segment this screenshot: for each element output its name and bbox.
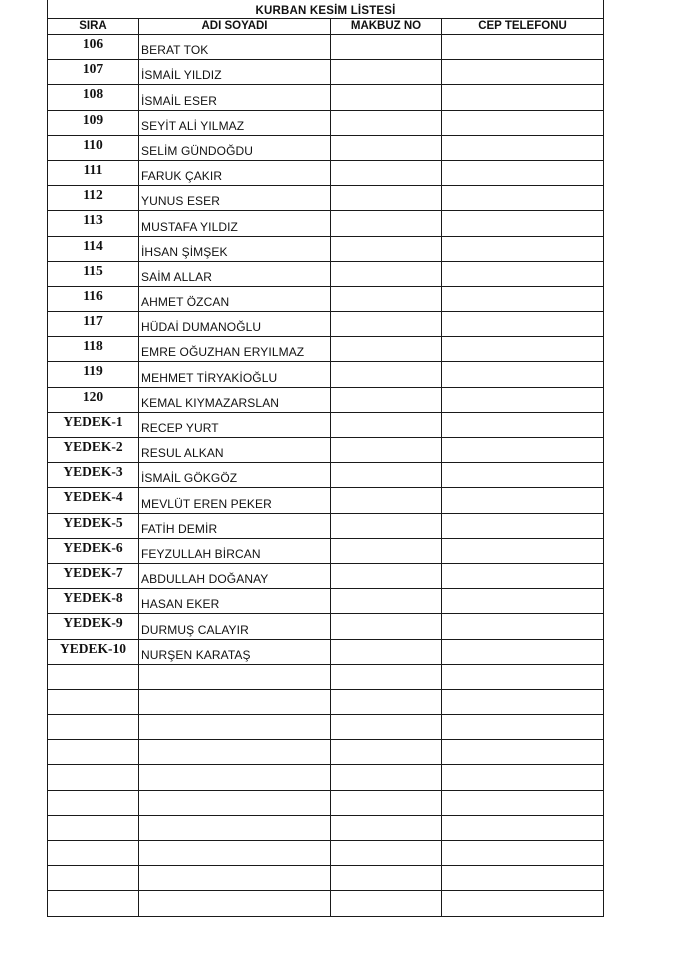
table-row	[48, 85, 604, 110]
table-row	[48, 60, 604, 85]
sira-cell: 109	[48, 110, 139, 135]
name-cell: İSMAİL ESER	[139, 85, 331, 110]
makbuz-cell	[331, 387, 442, 412]
telefon-cell	[442, 286, 604, 311]
table-row	[48, 866, 604, 891]
telefon-cell	[442, 35, 604, 60]
name-cell: BERAT TOK	[139, 35, 331, 60]
sira-cell: YEDEK-2	[48, 438, 139, 463]
table-row	[48, 815, 604, 840]
makbuz-cell	[331, 35, 442, 60]
sira-cell	[48, 841, 139, 866]
sira-cell	[48, 866, 139, 891]
table-row	[48, 765, 604, 790]
sira-cell	[48, 765, 139, 790]
name-cell	[139, 866, 331, 891]
telefon-cell	[442, 614, 604, 639]
name-cell: FARUK ÇAKIR	[139, 160, 331, 185]
sira-cell: 114	[48, 236, 139, 261]
sira-cell: YEDEK-8	[48, 589, 139, 614]
name-cell	[139, 664, 331, 689]
table-row	[48, 463, 604, 488]
table-row	[48, 438, 604, 463]
makbuz-cell	[331, 186, 442, 211]
table-row	[48, 337, 604, 362]
makbuz-cell	[331, 664, 442, 689]
telefon-cell	[442, 841, 604, 866]
makbuz-cell	[331, 60, 442, 85]
name-cell	[139, 715, 331, 740]
name-cell: HÜDAİ DUMANOĞLU	[139, 312, 331, 337]
telefon-cell	[442, 387, 604, 412]
makbuz-cell	[331, 337, 442, 362]
name-cell: DURMUŞ CALAYIR	[139, 614, 331, 639]
telefon-cell	[442, 689, 604, 714]
makbuz-cell	[331, 815, 442, 840]
kurban-kesim-table	[47, 0, 604, 917]
table-row	[48, 387, 604, 412]
name-cell: RESUL ALKAN	[139, 438, 331, 463]
name-cell	[139, 689, 331, 714]
telefon-cell	[442, 664, 604, 689]
table-row	[48, 362, 604, 387]
telefon-cell	[442, 186, 604, 211]
makbuz-cell	[331, 715, 442, 740]
sira-cell: YEDEK-4	[48, 488, 139, 513]
table-row	[48, 891, 604, 916]
telefon-cell	[442, 463, 604, 488]
table-row	[48, 412, 604, 437]
telefon-cell	[442, 337, 604, 362]
telefon-cell	[442, 513, 604, 538]
name-cell: KEMAL KIYMAZARSLAN	[139, 387, 331, 412]
sira-cell: 118	[48, 337, 139, 362]
telefon-cell	[442, 110, 604, 135]
name-cell	[139, 740, 331, 765]
name-cell	[139, 891, 331, 916]
name-cell: MEVLÜT EREN PEKER	[139, 488, 331, 513]
telefon-cell	[442, 815, 604, 840]
makbuz-cell	[331, 236, 442, 261]
telefon-cell	[442, 538, 604, 563]
column-header-sira: SIRA	[48, 19, 139, 35]
name-cell: MEHMET TİRYAKİOĞLU	[139, 362, 331, 387]
sira-cell: YEDEK-1	[48, 412, 139, 437]
table-row	[48, 513, 604, 538]
telefon-cell	[442, 740, 604, 765]
table-row	[48, 211, 604, 236]
makbuz-cell	[331, 211, 442, 236]
makbuz-cell	[331, 488, 442, 513]
column-header-cep-telefonu: CEP TELEFONU	[442, 19, 604, 35]
telefon-cell	[442, 438, 604, 463]
makbuz-cell	[331, 589, 442, 614]
telefon-cell	[442, 765, 604, 790]
table-row	[48, 841, 604, 866]
column-header-makbuz-no: MAKBUZ NO	[331, 19, 442, 35]
sira-cell: YEDEK-9	[48, 614, 139, 639]
makbuz-cell	[331, 160, 442, 185]
name-cell: FATİH DEMİR	[139, 513, 331, 538]
makbuz-cell	[331, 765, 442, 790]
table-row	[48, 35, 604, 60]
name-cell: İSMAİL YILDIZ	[139, 60, 331, 85]
sira-cell: 108	[48, 85, 139, 110]
telefon-cell	[442, 261, 604, 286]
sira-cell	[48, 815, 139, 840]
name-cell: İHSAN ŞİMŞEK	[139, 236, 331, 261]
telefon-cell	[442, 715, 604, 740]
telefon-cell	[442, 211, 604, 236]
name-cell: MUSTAFA YILDIZ	[139, 211, 331, 236]
name-cell: EMRE OĞUZHAN ERYILMAZ	[139, 337, 331, 362]
sira-cell: 119	[48, 362, 139, 387]
table-row	[48, 563, 604, 588]
table-row	[48, 614, 604, 639]
table-row	[48, 689, 604, 714]
makbuz-cell	[331, 740, 442, 765]
table-row	[48, 664, 604, 689]
sira-cell: 110	[48, 135, 139, 160]
telefon-cell	[442, 488, 604, 513]
name-cell: İSMAİL GÖKGÖZ	[139, 463, 331, 488]
sira-cell: 106	[48, 35, 139, 60]
table-row	[48, 790, 604, 815]
table-row	[48, 312, 604, 337]
telefon-cell	[442, 891, 604, 916]
sira-cell: 120	[48, 387, 139, 412]
sira-cell: 107	[48, 60, 139, 85]
name-cell: AHMET ÖZCAN	[139, 286, 331, 311]
makbuz-cell	[331, 841, 442, 866]
name-cell: NURŞEN KARATAŞ	[139, 639, 331, 664]
table-row	[48, 110, 604, 135]
makbuz-cell	[331, 85, 442, 110]
sira-cell: 116	[48, 286, 139, 311]
sira-cell: 112	[48, 186, 139, 211]
sira-cell: 115	[48, 261, 139, 286]
makbuz-cell	[331, 312, 442, 337]
makbuz-cell	[331, 538, 442, 563]
sira-cell	[48, 740, 139, 765]
makbuz-cell	[331, 790, 442, 815]
sira-cell	[48, 715, 139, 740]
sira-cell: 111	[48, 160, 139, 185]
name-cell	[139, 815, 331, 840]
sira-cell: YEDEK-10	[48, 639, 139, 664]
table-row	[48, 538, 604, 563]
telefon-cell	[442, 639, 604, 664]
makbuz-cell	[331, 513, 442, 538]
makbuz-cell	[331, 639, 442, 664]
makbuz-cell	[331, 135, 442, 160]
makbuz-cell	[331, 463, 442, 488]
telefon-cell	[442, 589, 604, 614]
name-cell: YUNUS ESER	[139, 186, 331, 211]
table-row	[48, 286, 604, 311]
telefon-cell	[442, 85, 604, 110]
sira-cell: YEDEK-6	[48, 538, 139, 563]
name-cell	[139, 765, 331, 790]
name-cell: RECEP YURT	[139, 412, 331, 437]
table-row	[48, 639, 604, 664]
name-cell	[139, 841, 331, 866]
sira-cell: YEDEK-3	[48, 463, 139, 488]
table-row	[48, 715, 604, 740]
makbuz-cell	[331, 438, 442, 463]
table-body	[48, 35, 604, 917]
header-row	[48, 19, 604, 35]
table-row	[48, 160, 604, 185]
makbuz-cell	[331, 362, 442, 387]
name-cell: HASAN EKER	[139, 589, 331, 614]
name-cell: SELİM GÜNDOĞDU	[139, 135, 331, 160]
makbuz-cell	[331, 563, 442, 588]
makbuz-cell	[331, 110, 442, 135]
makbuz-cell	[331, 286, 442, 311]
sira-cell: YEDEK-5	[48, 513, 139, 538]
telefon-cell	[442, 312, 604, 337]
telefon-cell	[442, 563, 604, 588]
page-title: KURBAN KESİM LİSTESİ	[48, 0, 604, 19]
telefon-cell	[442, 866, 604, 891]
makbuz-cell	[331, 614, 442, 639]
name-cell: SAİM ALLAR	[139, 261, 331, 286]
telefon-cell	[442, 236, 604, 261]
table-row	[48, 135, 604, 160]
sira-cell: 117	[48, 312, 139, 337]
sira-cell	[48, 664, 139, 689]
title-row	[48, 0, 604, 19]
sira-cell	[48, 790, 139, 815]
makbuz-cell	[331, 689, 442, 714]
name-cell: ABDULLAH DOĞANAY	[139, 563, 331, 588]
makbuz-cell	[331, 261, 442, 286]
table-row	[48, 740, 604, 765]
table-row	[48, 589, 604, 614]
name-cell: FEYZULLAH BİRCAN	[139, 538, 331, 563]
telefon-cell	[442, 790, 604, 815]
column-header-adi-soyadi: ADI SOYADI	[139, 19, 331, 35]
table-row	[48, 261, 604, 286]
sira-cell: YEDEK-7	[48, 563, 139, 588]
table-row	[48, 488, 604, 513]
telefon-cell	[442, 412, 604, 437]
name-cell	[139, 790, 331, 815]
table-row	[48, 236, 604, 261]
makbuz-cell	[331, 891, 442, 916]
makbuz-cell	[331, 866, 442, 891]
table-row	[48, 186, 604, 211]
sira-cell	[48, 689, 139, 714]
name-cell: SEYİT ALİ YILMAZ	[139, 110, 331, 135]
telefon-cell	[442, 135, 604, 160]
telefon-cell	[442, 160, 604, 185]
sira-cell: 113	[48, 211, 139, 236]
sira-cell	[48, 891, 139, 916]
telefon-cell	[442, 362, 604, 387]
telefon-cell	[442, 60, 604, 85]
makbuz-cell	[331, 412, 442, 437]
